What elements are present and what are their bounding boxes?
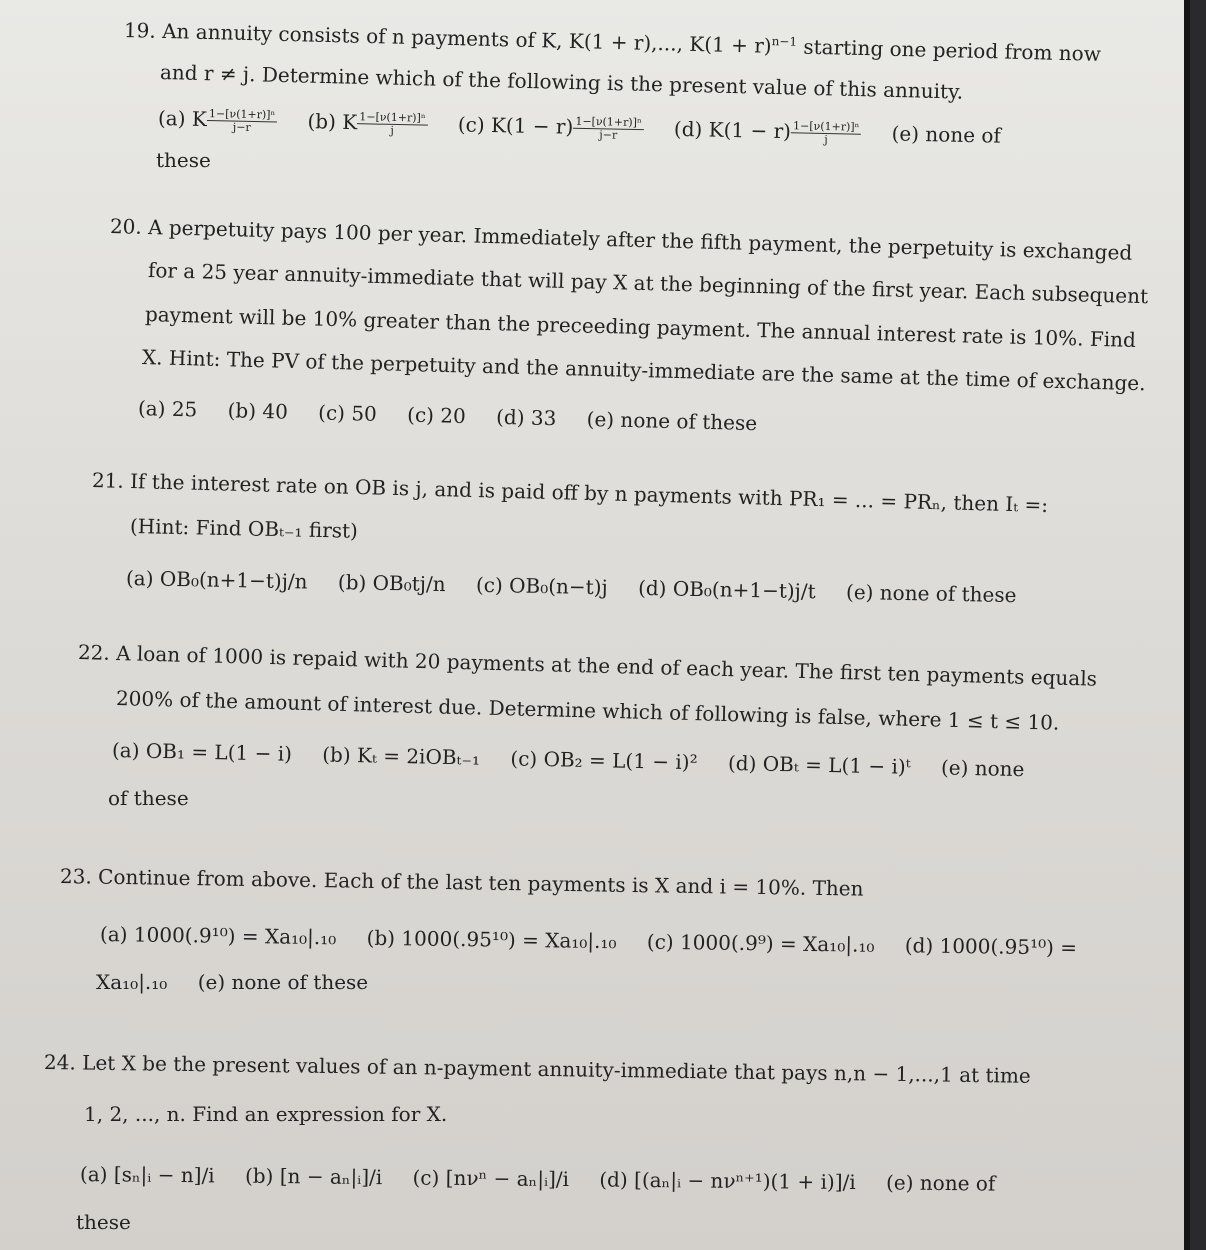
q21-option-e: (e) none of these — [845, 579, 1017, 608]
q19-a-label: (a) K — [157, 106, 208, 132]
q24-option-a: (a) [sₙ|ᵢ − n]/i — [79, 1162, 215, 1188]
q20-option-c2: (c) 20 — [406, 402, 467, 429]
q22-option-b: (b) Kₜ = 2iOBₜ₋₁ — [322, 742, 481, 770]
q22-wrap: of these — [108, 786, 189, 810]
q24-options — [80, 1162, 1020, 1196]
q23-option-b: (b) 1000(.95¹⁰) = Xa₁₀|.₁₀ — [366, 925, 617, 954]
q19-d-num: 1−[ν(1+r)]ⁿ — [791, 120, 862, 135]
q22-option-c: (c) OB₂ = L(1 − i)² — [510, 746, 698, 775]
q23-options — [100, 922, 1101, 960]
q19-b-num: 1−[ν(1+r)]ⁿ — [357, 111, 428, 126]
q19-options — [158, 106, 1025, 150]
q19-lead-sup: n−1 — [771, 34, 798, 49]
q19-d-fraction — [791, 120, 862, 147]
q21-option-b: (b) OB₀tj/n — [337, 570, 446, 597]
q21-line1: 21. If the interest rate on OB is j, and is paid off by n payments with PR₁ = ... = PRₙ, then Iₜ =: — [91, 468, 1049, 518]
q20-option-a: (a) 25 — [137, 396, 198, 422]
q19-option-d — [674, 117, 862, 147]
q22-option-d: (d) OBₜ = L(1 − i)ᵗ — [727, 750, 911, 779]
q19-lead-tail: starting one period from now — [796, 34, 1102, 66]
q24-option-c: (c) [nνⁿ − aₙ|ᵢ]/i — [412, 1165, 570, 1192]
q20-option-b: (b) 40 — [227, 398, 289, 424]
q19-b-fraction — [357, 111, 428, 138]
q20-option-e: (e) none of these — [586, 406, 758, 436]
q21-option-d: (d) OB₀(n+1−t)j/t — [637, 575, 816, 604]
q20-option-c: (c) 50 — [317, 400, 378, 426]
q20-line4: X. Hint: The PV of the perpetuity and the annuity-immediate are the same at the time of exchange. — [141, 345, 1146, 396]
q19-line1 — [124, 18, 1101, 66]
q22-option-a: (a) OB₁ = L(1 − i) — [111, 738, 293, 766]
q19-b-den: j — [390, 123, 395, 137]
q19-a-num: 1−[ν(1+r)]ⁿ — [207, 108, 278, 123]
q20-options — [138, 396, 782, 436]
q23-line1: 23. Continue from above. Each of the last ten payments is X and i = 10%. Then — [59, 864, 864, 901]
q19-c-label: (c) K(1 − r) — [457, 112, 574, 139]
q23-option-a: (a) 1000(.9¹⁰) = Xa₁₀|.₁₀ — [99, 922, 337, 950]
q22-option-e: (e) none — [940, 755, 1025, 782]
q19-option-b — [307, 109, 428, 138]
q21-line2: (Hint: Find OBₜ₋₁ first) — [129, 514, 359, 543]
q20-line3: payment will be 10% greater than the preceeding payment. The annual interest rate is 10%. Find — [144, 302, 1137, 352]
q19-wrap: these — [156, 148, 211, 172]
q24-line1: 24. Let X be the present values of an n-payment annuity-immediate that pays n,n − 1,...,1 at time — [43, 1050, 1031, 1088]
q24-option-b: (b) [n − aₙ|ᵢ]/i — [244, 1163, 383, 1190]
q22-options — [112, 738, 1049, 782]
q23-option-c: (c) 1000(.9⁹) = Xa₁₀|.₁₀ — [646, 929, 875, 957]
q19-c-fraction — [573, 116, 644, 143]
q21-option-a: (a) OB₀(n+1−t)j/n — [125, 566, 308, 594]
q19-line2: and r ≠ j. Determine which of the following is the present value of this annuity. — [159, 60, 964, 104]
q24-option-d: (d) [(aₙ|ᵢ − nνⁿ⁺¹)(1 + i)]/i — [599, 1167, 856, 1195]
q19-lead: 19. An annuity consists of n payments of K, K(1 + r),..., K(1 + r) — [123, 18, 772, 58]
q19-b-label: (b) K — [307, 109, 358, 135]
q24-option-e: (e) none of — [885, 1170, 996, 1196]
q19-c-num: 1−[ν(1+r)]ⁿ — [573, 116, 644, 131]
q19-d-label: (d) K(1 − r) — [673, 116, 792, 144]
q20-line2: for a 25 year annuity-immediate that will pay X at the beginning of the first year. Each subsequent — [147, 258, 1149, 309]
q24-line2: 1, 2, ..., n. Find an expression for X. — [84, 1102, 448, 1126]
q19-a-fraction — [207, 108, 278, 135]
q22-line2: 200% of the amount of interest due. Determine which of following is false, where 1 ≤ t ≤ 10. — [115, 686, 1060, 735]
q22-line1: 22. A loan of 1000 is repaid with 20 payments at the end of each year. The first ten payments equals — [77, 640, 1098, 691]
q23-wrap — [96, 970, 392, 994]
q20-line1: 20. A perpetuity pays 100 per year. Immediately after the fifth payment, the perpetuity is exchanged — [109, 214, 1133, 265]
q19-d-den: j — [824, 132, 828, 147]
q19-option-e: (e) none of — [891, 121, 1002, 148]
q19-c-den: j−r — [599, 128, 618, 142]
q21-options — [126, 566, 1041, 608]
q21-option-c: (c) OB₀(n−t)j — [475, 572, 608, 600]
q23-option-e: (e) none of these — [197, 970, 369, 994]
q19-option-c — [458, 112, 644, 142]
q23-option-d: (d) 1000(.95¹⁰) = — [904, 933, 1078, 960]
q23-wrap-a: Xa₁₀|.₁₀ — [96, 970, 168, 994]
q20-option-d: (d) 33 — [495, 404, 557, 431]
q19-a-den: j−r — [232, 120, 251, 134]
q24-wrap: these — [76, 1210, 131, 1234]
q19-option-a — [158, 106, 278, 135]
